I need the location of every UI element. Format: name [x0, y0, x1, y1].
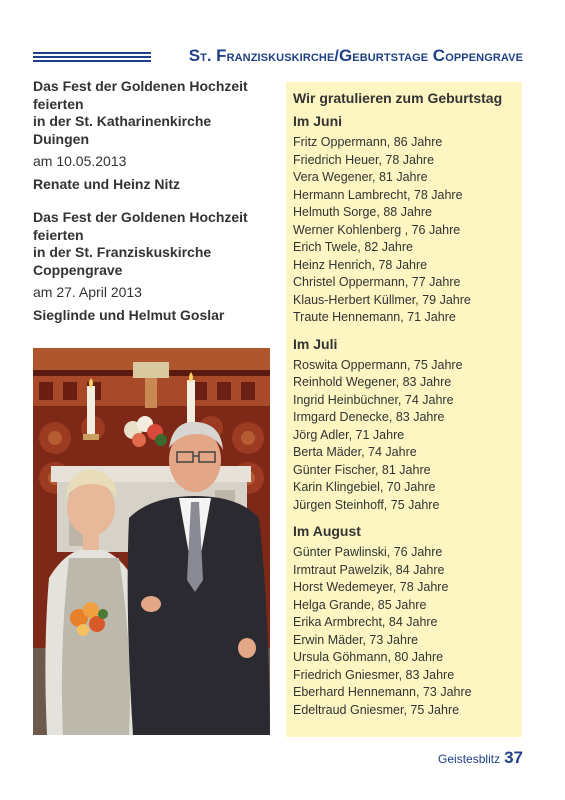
header-rule [33, 52, 151, 54]
anniversary-heading-line: in der St. Katharinenkirche [33, 113, 212, 129]
birthday-entry: Vera Wegener, 81 Jahre [293, 170, 428, 184]
birthday-entry: Eberhard Hennemann, 73 Jahre [293, 685, 472, 699]
birthday-entry: Ingrid Heinbüchner, 74 Jahre [293, 392, 454, 407]
birthday-entry: Erika Armbrecht, 84 Jahre [293, 615, 438, 629]
anniversary-heading-line: Duingen [33, 130, 89, 147]
birthday-entry: Erwin Mäder, 73 Jahre [293, 632, 419, 647]
birthday-entry: Jörg Adler, 71 Jahre [293, 427, 405, 442]
birthday-entry: Helga Grande, 85 Jahre [293, 597, 427, 612]
birthday-entry: Ursula Göhmann, 80 Jahre [293, 650, 444, 664]
anniversary-heading-line: feierten [33, 95, 84, 112]
anniversary-heading-line: Coppengrave [33, 261, 123, 278]
magazine-name: Geistesblitz [438, 752, 501, 766]
anniversary-column [33, 78, 273, 338]
birthday-entry: Irmtraut Pawelzik, 84 Jahre [293, 562, 445, 577]
birthday-entry: Edeltraud Gniesmer, 75 Jahre [293, 702, 460, 717]
birthday-entry: Heinz Henrich, 78 Jahre [293, 257, 428, 272]
birthday-entry: Friedrich Heuer, 78 Jahre [293, 152, 435, 167]
anniversary-date: am 27. April 2013 [33, 284, 142, 300]
birthday-entry: Hermann Lambrecht, 78 Jahre [293, 187, 463, 202]
birthday-box [286, 82, 522, 737]
anniversary-heading-line: Das Fest der Goldenen Hochzeit [33, 209, 248, 225]
birthday-entry: Günter Pawlinski, 76 Jahre [293, 545, 443, 559]
anniversary-block [33, 209, 273, 324]
birthday-entry: Traute Hennemann, 71 Jahre [293, 310, 456, 324]
anniversary-block [33, 78, 273, 193]
birthday-entry: Roswita Oppermann, 75 Jahre [293, 357, 463, 372]
anniversary-couple: Sieglinde und Helmut Goslar [33, 306, 225, 323]
birthday-entry: Jürgen Steinhoff, 75 Jahre [293, 497, 440, 512]
birthday-entry: Berta Mäder, 74 Jahre [293, 445, 417, 459]
header-rule [33, 60, 151, 62]
month-heading: Im Juni [293, 113, 343, 129]
birthday-entry: Friedrich Gniesmer, 83 Jahre [293, 667, 455, 682]
birthday-entry: Erich Twele, 82 Jahre [293, 240, 413, 254]
anniversary-couple: Renate und Heinz Nitz [33, 175, 181, 192]
birthday-entry: Karin Klingebiel, 70 Jahre [293, 480, 436, 494]
anniversary-heading-line: feierten [33, 226, 84, 243]
page-title: St. Franziskuskirche/Geburtstage Coppengrave [188, 46, 523, 65]
month-heading: Im August [293, 523, 361, 539]
couple-photo [33, 348, 270, 735]
page-number: 37 [504, 748, 523, 767]
birthday-entry: Horst Wedemeyer, 78 Jahre [293, 580, 449, 594]
anniversary-heading-line: Das Fest der Goldenen Hochzeit [33, 78, 248, 94]
couple-photo-illustration [33, 348, 270, 735]
birthday-entry: Fritz Oppermann, 86 Jahre [293, 135, 443, 149]
page-footer [438, 748, 523, 768]
birthday-entry: Irmgard Denecke, 83 Jahre [293, 410, 445, 424]
header-rule [33, 56, 151, 58]
birthday-entry: Helmuth Sorge, 88 Jahre [293, 205, 432, 219]
birthday-entry: Christel Oppermann, 77 Jahre [293, 275, 461, 289]
month-heading: Im Juli [293, 335, 338, 352]
birthday-box-title: Wir gratulieren zum Geburtstag [293, 90, 503, 106]
page-header [33, 46, 523, 68]
anniversary-date: am 10.05.2013 [33, 153, 127, 169]
birthday-entry: Werner Kohlenberg , 76 Jahre [293, 222, 461, 237]
birthday-entry: Reinhold Wegener, 83 Jahre [293, 375, 452, 389]
anniversary-heading-line: in der St. Franziskuskirche [33, 244, 212, 260]
birthday-entry: Klaus-Herbert Küllmer, 79 Jahre [293, 292, 471, 307]
birthday-entry: Günter Fischer, 81 Jahre [293, 462, 431, 477]
